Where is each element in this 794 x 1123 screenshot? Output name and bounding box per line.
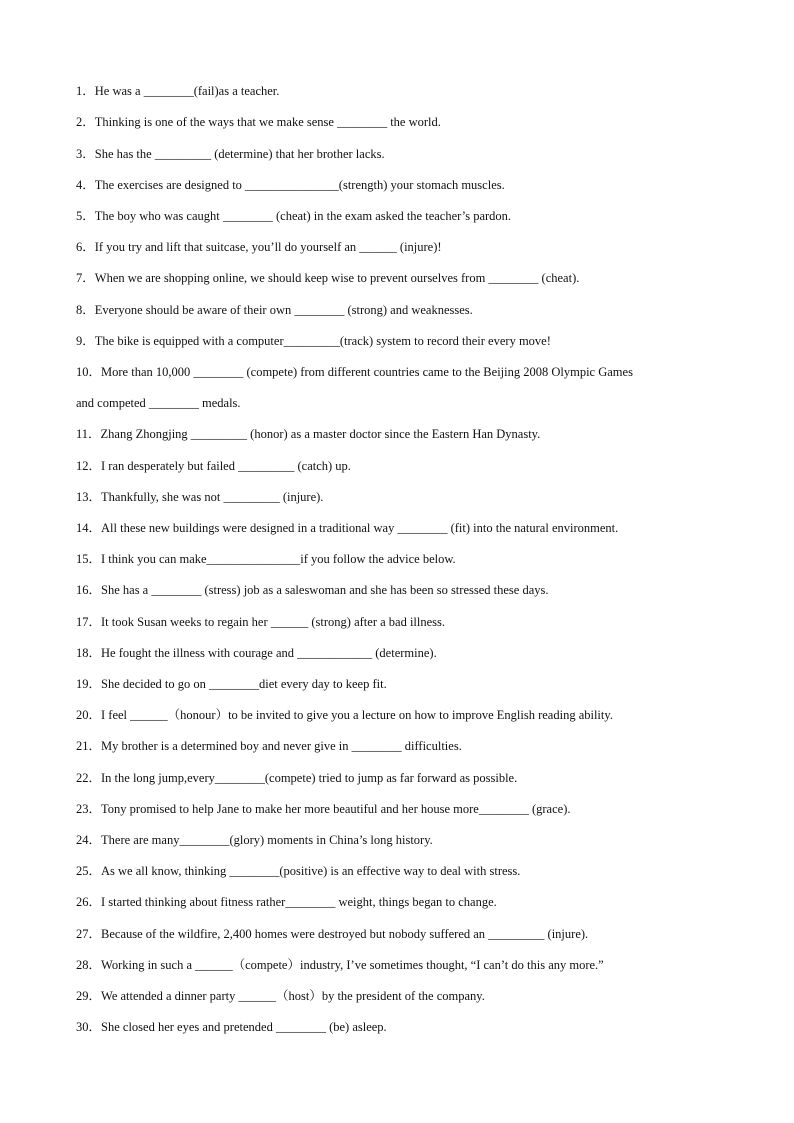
question-line [76,676,716,692]
question-number: 18． [76,646,102,660]
question-text: I feel ______（honour）to be invited to give you a lecture on how to improve English reading ability. [101,708,613,722]
question-number: 14． [76,521,102,535]
question-line [76,832,716,848]
question-line [76,114,716,130]
question-line [76,645,716,661]
question-number: 4． [76,178,95,192]
question-line [76,302,716,318]
question-number: 7． [76,271,95,285]
question-number: 19． [76,677,102,691]
question-number: 22． [76,771,102,785]
question-line [76,364,716,380]
question-text: There are many________(glory) moments in China’s long history. [101,833,433,847]
question-text: All these new buildings were designed in a traditional way ________ (fit) into the natural environment. [101,521,619,535]
question-line [76,926,716,942]
question-line [76,551,716,567]
question-number: 11． [76,427,101,441]
question-text: She has the _________ (determine) that her brother lacks. [94,147,385,161]
question-text: He fought the illness with courage and ____________ (determine). [101,646,437,660]
question-line [76,458,716,474]
question-text: Because of the wildfire, 2,400 homes were destroyed but nobody suffered an _________ (injure). [101,927,589,941]
question-number: 10． [76,365,102,379]
question-number: 25． [76,864,102,878]
question-text: My brother is a determined boy and never give in ________ difficulties. [101,739,462,753]
question-number: 16． [76,583,102,597]
question-number: 3． [76,147,95,161]
question-text: Tony promised to help Jane to make her more beautiful and her house more________ (grace). [101,802,571,816]
question-text: I think you can make_______________if you follow the advice below. [101,552,456,566]
question-line [76,520,716,536]
question-line [76,239,716,255]
question-text: I started thinking about fitness rather________ weight, things began to change. [101,895,497,909]
question-text: The boy who was caught ________ (cheat) in the exam asked the teacher’s pardon. [94,209,512,223]
question-line [76,770,716,786]
question-number: 20． [76,708,102,722]
question-number: 5． [76,209,95,223]
question-number: 9． [76,334,95,348]
question-line [76,333,716,349]
question-line [76,146,716,162]
question-number: 27． [76,927,102,941]
question-line [76,988,716,1004]
question-number: 17． [76,615,102,629]
question-number: 2． [76,115,95,129]
question-text: More than 10,000 ________ (compete) from different countries came to the Beijing 2008 Olympic Games [101,365,633,379]
question-line [76,208,716,224]
question-line [76,582,716,598]
question-number: 8． [76,303,95,317]
question-line [76,801,716,817]
question-text: If you try and lift that suitcase, you’ll do yourself an ______ (injure)! [94,240,442,254]
question-text: Everyone should be aware of their own ________ (strong) and weaknesses. [94,303,473,317]
question-number: 6． [76,240,95,254]
question-number: 12． [76,459,102,473]
question-line [76,426,716,442]
question-number: 13． [76,490,102,504]
question-text: As we all know, thinking ________(positive) is an effective way to deal with stress. [101,864,521,878]
question-number: 30． [76,1020,102,1034]
question-text: We attended a dinner party ______（host）by the president of the company. [101,989,485,1003]
question-text: She has a ________ (stress) job as a saleswoman and she has been so stressed these days. [101,583,549,597]
question-line [76,894,716,910]
question-text: She closed her eyes and pretended ________ (be) asleep. [101,1020,387,1034]
question-text: The exercises are designed to _______________(strength) your stomach muscles. [94,178,505,192]
question-line [76,270,716,286]
question-text: Thankfully, she was not _________ (injure). [101,490,324,504]
question-text: When we are shopping online, we should keep wise to prevent ourselves from ________ (cheat). [94,271,580,285]
question-line [76,1019,716,1035]
question-line [76,957,716,973]
question-line [76,707,716,723]
question-line [76,863,716,879]
question-number: 1． [76,84,95,98]
question-number: 23． [76,802,102,816]
question-text: Working in such a ______（compete）industry, I’ve sometimes thought, “I can’t do this any more.” [101,958,604,972]
question-text: The bike is equipped with a computer_________(track) system to record their every move! [94,334,551,348]
question-number: 15． [76,552,102,566]
question-line [76,177,716,193]
question-text: I ran desperately but failed _________ (catch) up. [101,459,351,473]
question-line [76,83,716,99]
question-text: Thinking is one of the ways that we make sense ________ the world. [94,115,441,129]
question-number: 26． [76,895,102,909]
question-text: She decided to go on ________diet every day to keep fit. [101,677,387,691]
question-number: 28． [76,958,102,972]
question-line [76,738,716,754]
question-line [76,614,716,630]
question-number: 21． [76,739,102,753]
question-text: In the long jump,every________(compete) tried to jump as far forward as possible. [101,771,518,785]
question-continuation-line [76,395,716,411]
question-line [76,489,716,505]
question-text: and competed ________ medals. [76,396,241,410]
question-number: 29． [76,989,102,1003]
question-number: 24． [76,833,102,847]
question-text: It took Susan weeks to regain her ______ (strong) after a bad illness. [101,615,446,629]
question-text: He was a ________(fail)as a teacher. [94,84,280,98]
question-text: Zhang Zhongjing _________ (honor) as a master doctor since the Eastern Han Dynasty. [100,427,541,441]
